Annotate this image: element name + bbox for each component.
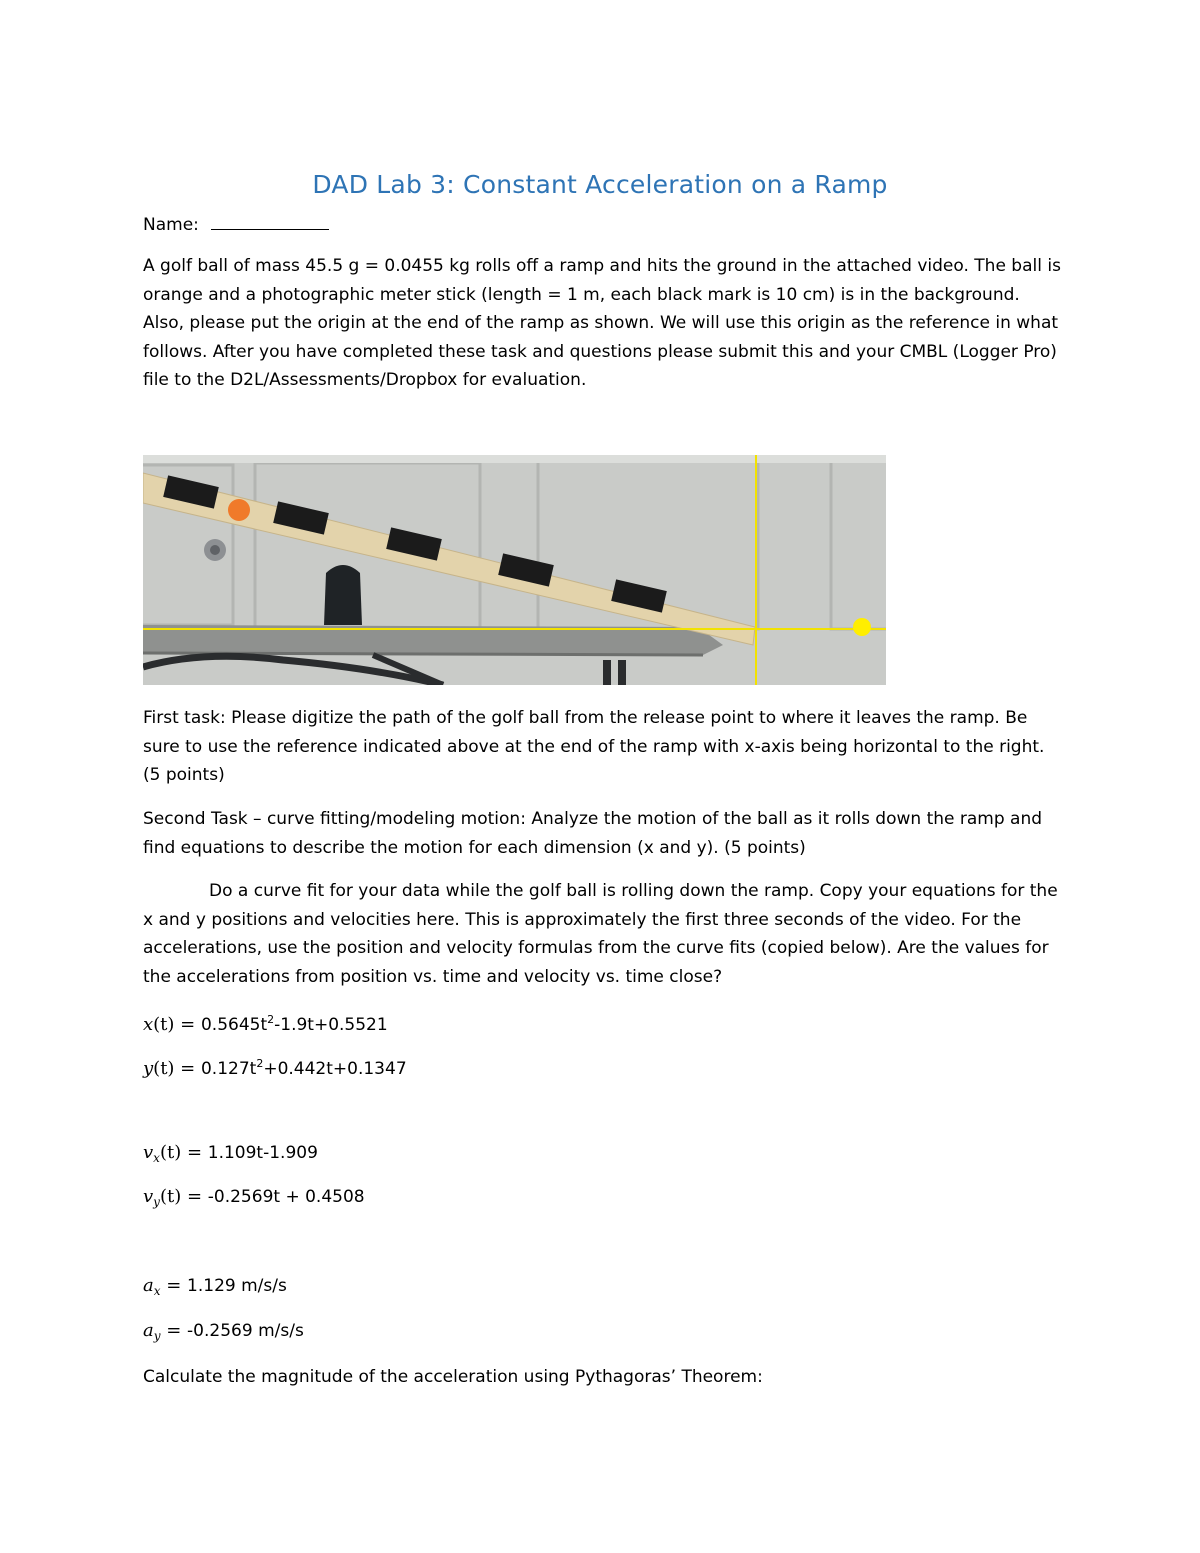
- x-position-equation: $x(t) = 0.5645t^2-1.9t+0.5521$: [143, 1013, 388, 1035]
- intro-paragraph: A golf ball of mass 45.5 g = 0.0455 kg rolls off a ramp and hits the ground in the attached video. The ball is orange and a photographic meter stick (length = 1 m, each black mark is 10 cm) is in the background. Also, please put the origin at the end of the ramp as shown. We will use this origin as the reference in what follows. After you have completed these task and questions please submit this and your CMBL (Logger Pro) file to the D2L/Assessments/Dropbox for evaluation.: [143, 256, 1061, 390]
- ramp-photo-illustration: [143, 455, 886, 685]
- page-title: DAD Lab 3: Constant Acceleration on a Ramp: [312, 170, 888, 199]
- golf-ball: [228, 499, 250, 521]
- curve-fit-paragraph: [143, 877, 1063, 991]
- eq-variable: y: [143, 1058, 154, 1079]
- ramp-video-frame-image: [143, 455, 886, 685]
- y-position-equation: $y(t) = 0.127t^2+0.442t+0.1347$: [143, 1057, 407, 1079]
- first-task-paragraph: First task: Please digitize the path of the golf ball from the release point to where it leaves the ramp. Be sure to use the reference indicated above at the end of the ramp with x-axis being horizontal to the right. (5 points): [143, 708, 1045, 785]
- ramp-support: [324, 565, 362, 625]
- origin-marker: [853, 618, 871, 636]
- x-velocity-equation: $v_x(t) = 1.109t-1.909$: [143, 1142, 318, 1165]
- y-acceleration-equation: $a_y = -0.2569$ m/s/s: [143, 1320, 304, 1343]
- name-label: Name:: [143, 215, 199, 235]
- second-task-paragraph: Second Task – curve fitting/modeling motion: Analyze the motion of the ball as it rolls down the ramp and find equations to describe the motion for each dimension (x and y). (5 points): [143, 809, 1043, 858]
- name-blank-line: [211, 213, 329, 230]
- name-field-row: [143, 211, 1063, 240]
- eq-variable: x: [143, 1014, 154, 1035]
- y-velocity-equation: $v_y(t) = -0.2569t + 0.4508$: [143, 1186, 365, 1209]
- curve-fit-text: Do a curve fit for your data while the golf ball is rolling down the ramp. Copy your equations for the x and y positions and velocities here. This is approximately the first three seconds of the video. For the accelerations, use the position and velocity formulas from the curve fits (copied below). Are the values for the accelerations from position vs. time and velocity vs. time close?: [143, 881, 1058, 987]
- x-acceleration-equation: $a_x = 1.129$ m/s/s: [143, 1275, 287, 1298]
- acceleration-magnitude-prompt: Calculate the magnitude of the acceleration using Pythagoras’ Theorem:: [143, 1367, 763, 1387]
